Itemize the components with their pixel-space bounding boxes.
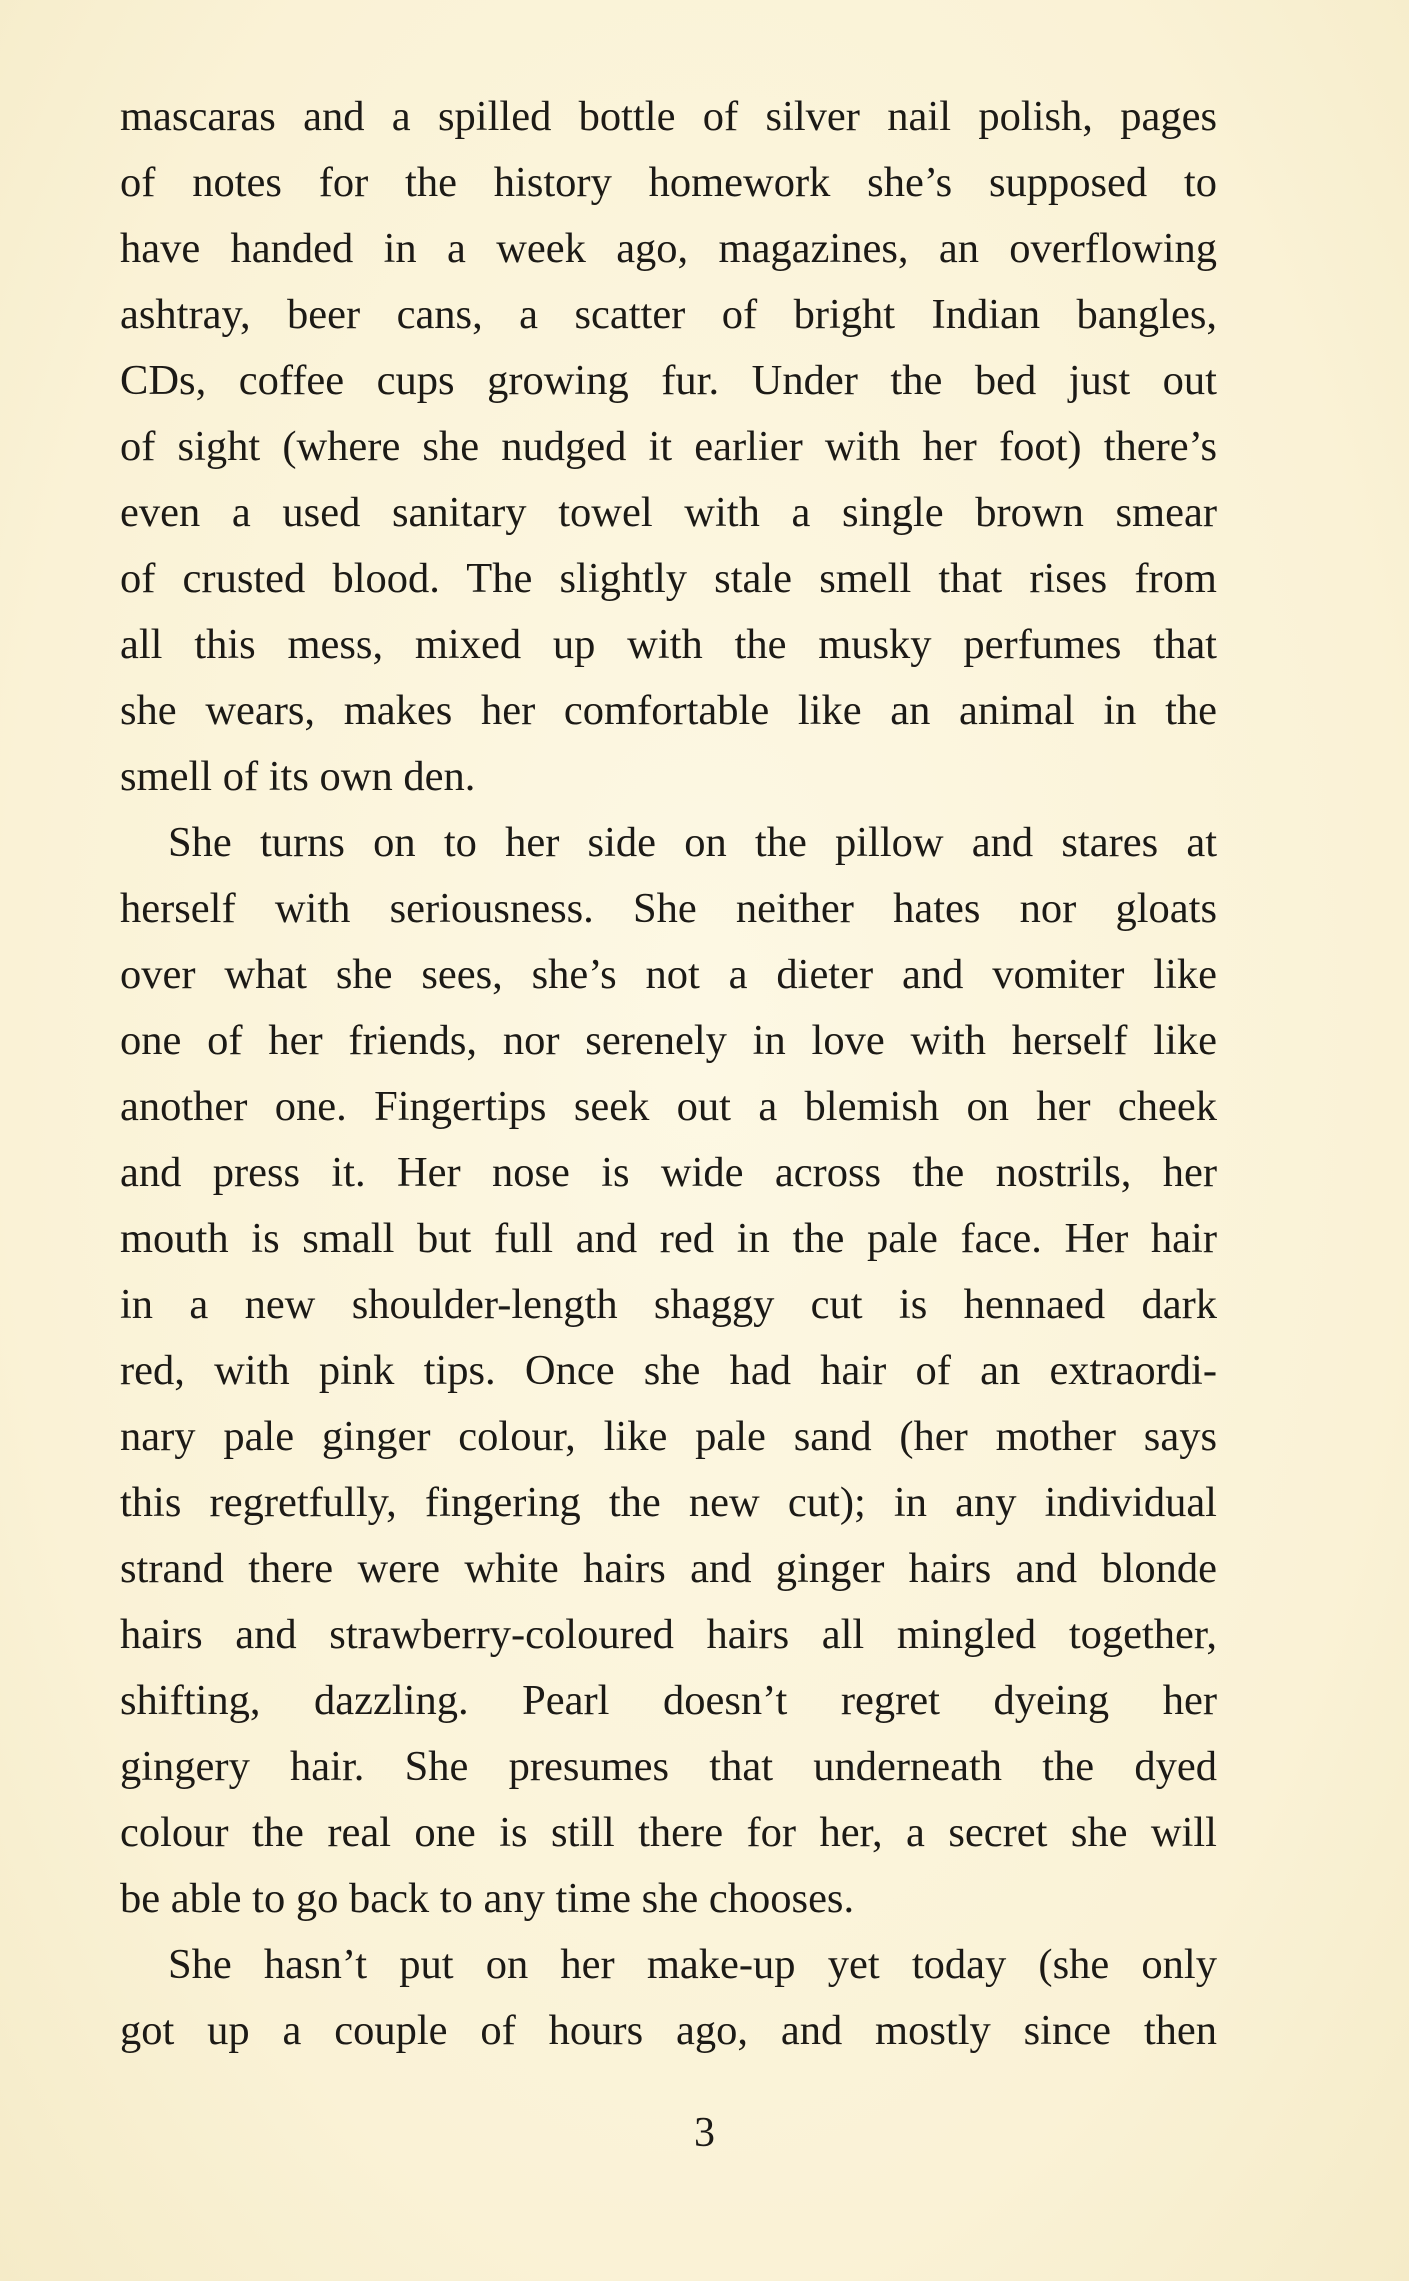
page-number: 3	[694, 2110, 715, 2156]
text-line: ashtray, beer cans, a scatter of bright Indian bangles,	[120, 291, 1217, 338]
text-line: shifting, dazzling. Pearl doesn’t regret dyeing her	[120, 1677, 1217, 1724]
text-line: even a used sanitary towel with a single brown smear	[120, 489, 1217, 536]
text-line: over what she sees, she’s not a dieter and vomiter like	[120, 951, 1217, 998]
text-line: red, with pink tips. Once she had hair of an extraordi-	[120, 1347, 1217, 1394]
text-line: all this mess, mixed up with the musky perfumes that	[120, 621, 1217, 668]
text-line: one of her friends, nor serenely in love with herself like	[120, 1017, 1217, 1064]
text-line: another one. Fingertips seek out a blemish on her cheek	[120, 1083, 1217, 1130]
text-line: and press it. Her nose is wide across the nostrils, her	[120, 1149, 1217, 1196]
text-line: be able to go back to any time she chooses.	[120, 1875, 855, 1922]
text-line: hairs and strawberry-coloured hairs all mingled together,	[120, 1611, 1217, 1658]
text-line: in a new shoulder-length shaggy cut is hennaed dark	[120, 1281, 1217, 1328]
text-line: this regretfully, fingering the new cut); in any individual	[120, 1479, 1217, 1526]
text-line: mouth is small but full and red in the pale face. Her hair	[120, 1215, 1217, 1262]
text-line: of sight (where she nudged it earlier with her foot) there’s	[120, 423, 1217, 470]
text-line: got up a couple of hours ago, and mostly since then	[120, 2007, 1217, 2054]
text-line: have handed in a week ago, magazines, an overflowing	[120, 225, 1217, 272]
text-line: She turns on to her side on the pillow and stares at	[168, 819, 1217, 866]
text-line: nary pale ginger colour, like pale sand (her mother says	[120, 1413, 1217, 1460]
text-line: she wears, makes her comfortable like an animal in the	[120, 687, 1217, 734]
text-line: smell of its own den.	[120, 753, 476, 800]
text-line: of crusted blood. The slightly stale smell that rises from	[120, 555, 1217, 602]
text-line: herself with seriousness. She neither hates nor gloats	[120, 885, 1217, 932]
paragraph	[120, 84, 1217, 810]
text-line: colour the real one is still there for her, a secret she will	[120, 1809, 1217, 1856]
text-line: of notes for the history homework she’s supposed to	[120, 159, 1217, 206]
text-line: She hasn’t put on her make-up yet today (she only	[168, 1941, 1217, 1988]
body-text	[120, 84, 1217, 2064]
text-line: gingery hair. She presumes that underneath the dyed	[120, 1743, 1217, 1790]
text-line: strand there were white hairs and ginger hairs and blonde	[120, 1545, 1217, 1592]
text-line: CDs, coffee cups growing fur. Under the bed just out	[120, 357, 1217, 404]
text-line: mascaras and a spilled bottle of silver nail polish, pages	[120, 93, 1217, 140]
paragraph	[120, 810, 1217, 1932]
paragraph	[120, 1932, 1217, 2064]
